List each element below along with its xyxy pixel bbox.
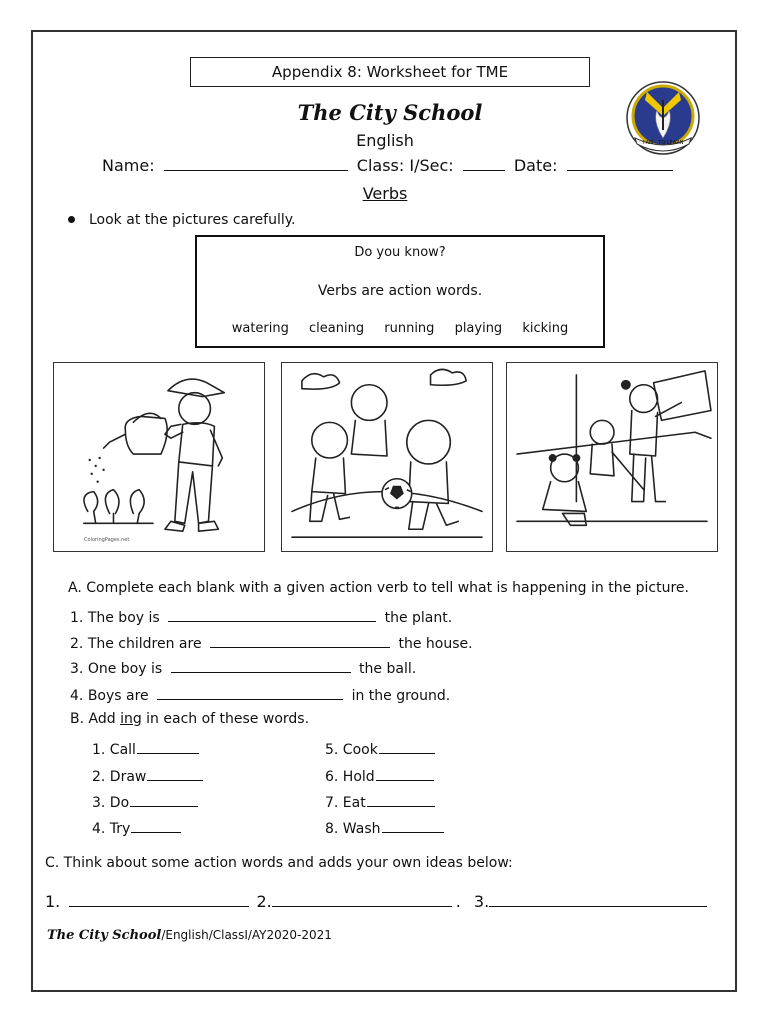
definition-are: are bbox=[361, 283, 384, 299]
question-text-after: in the ground. bbox=[351, 688, 451, 704]
idea-blank[interactable] bbox=[489, 892, 707, 907]
word-blank[interactable] bbox=[137, 739, 199, 754]
question-text-before: The children are bbox=[87, 636, 202, 652]
children-cleaning-house-illustration bbox=[507, 363, 717, 551]
picture-boy-watering bbox=[53, 362, 265, 552]
picture-children-playing bbox=[281, 362, 493, 552]
do-you-know-box bbox=[195, 235, 605, 348]
name-label: Name: bbox=[102, 156, 155, 175]
word-blank[interactable] bbox=[131, 818, 181, 833]
instruction bbox=[68, 212, 296, 228]
example-verb: cleaning bbox=[309, 321, 365, 336]
idea-number: 3. bbox=[473, 892, 490, 911]
footer-path: /English/ClassI/AY2020-2021 bbox=[161, 928, 332, 942]
word-blank[interactable] bbox=[130, 792, 198, 807]
word-label: 4. Try bbox=[92, 821, 131, 837]
footer-school: The City School bbox=[47, 928, 162, 943]
question-text-after: the house. bbox=[398, 636, 473, 652]
word-label: 8. Wash bbox=[325, 821, 381, 837]
word-item bbox=[325, 792, 439, 811]
class-label: Class: I/Sec: bbox=[356, 156, 454, 175]
word-label: 1. Call bbox=[92, 742, 136, 758]
school-crest-icon bbox=[623, 80, 703, 160]
section-c-title: C. Think about some action words and adds your own ideas below: bbox=[45, 855, 513, 871]
picture-children-cleaning bbox=[506, 362, 718, 552]
word-item bbox=[92, 766, 207, 785]
idea-number: 1. bbox=[45, 892, 61, 911]
verb-definition bbox=[197, 283, 603, 299]
section-a-title: A. Complete each blank with a given action verb to tell what is happening in the picture. bbox=[68, 580, 689, 596]
question-number: 3. bbox=[70, 661, 84, 677]
section-b-title-before: B. Add bbox=[70, 711, 116, 727]
example-verb: running bbox=[384, 321, 435, 336]
question-a3 bbox=[70, 658, 416, 677]
section-field[interactable] bbox=[463, 156, 505, 171]
name-field[interactable] bbox=[164, 156, 348, 171]
subject-title: English bbox=[356, 131, 414, 150]
idea-blank[interactable] bbox=[272, 892, 452, 907]
word-label: 3. Do bbox=[92, 795, 130, 811]
date-label: Date: bbox=[513, 156, 558, 175]
question-text-after: the ball. bbox=[359, 661, 417, 677]
appendix-title-box bbox=[190, 57, 590, 87]
question-text-before: One boy is bbox=[87, 661, 163, 677]
word-item bbox=[92, 739, 203, 758]
question-number: 4. bbox=[70, 688, 84, 704]
word-item bbox=[325, 818, 448, 837]
answer-blank[interactable] bbox=[157, 685, 343, 700]
word-item bbox=[92, 792, 202, 811]
school-logo bbox=[623, 80, 703, 160]
example-verbs bbox=[197, 321, 603, 336]
picture-caption: ColoringPages.net bbox=[84, 537, 130, 543]
idea-blank[interactable] bbox=[69, 892, 249, 907]
word-label: 6. Hold bbox=[325, 769, 375, 785]
appendix-title: Appendix 8: Worksheet for TME bbox=[271, 63, 509, 81]
boy-watering-plant-illustration bbox=[54, 363, 264, 551]
date-field[interactable] bbox=[567, 156, 673, 171]
word-blank[interactable] bbox=[382, 818, 444, 833]
word-blank[interactable] bbox=[147, 766, 203, 781]
logo-motto: I AM - TO LEARN bbox=[642, 140, 684, 146]
section-b-title bbox=[70, 711, 309, 727]
question-a4 bbox=[70, 685, 450, 704]
student-info-line bbox=[102, 156, 677, 175]
idea-period: . bbox=[455, 892, 461, 911]
question-a1 bbox=[70, 607, 452, 626]
example-verb: watering bbox=[231, 321, 289, 336]
word-item bbox=[92, 818, 185, 837]
answer-blank[interactable] bbox=[168, 607, 376, 622]
word-label: 2. Draw bbox=[92, 769, 147, 785]
footer bbox=[47, 928, 332, 943]
word-label: 5. Cook bbox=[325, 742, 378, 758]
ideas-line bbox=[45, 892, 711, 911]
definition-verb: Verbs bbox=[317, 283, 357, 299]
topic-title: Verbs bbox=[362, 184, 408, 203]
word-item bbox=[325, 739, 439, 758]
question-number: 1. bbox=[70, 610, 84, 626]
instruction-text: Look at the pictures carefully. bbox=[89, 212, 296, 228]
question-text-before: Boys are bbox=[87, 688, 149, 704]
answer-blank[interactable] bbox=[171, 658, 351, 673]
example-verb: kicking bbox=[522, 321, 569, 336]
bullet-icon bbox=[68, 216, 75, 223]
children-playing-football-illustration bbox=[282, 363, 492, 551]
question-text-before: The boy is bbox=[87, 610, 160, 626]
question-text-after: the plant. bbox=[384, 610, 453, 626]
definition-action-words: action words. bbox=[388, 283, 483, 299]
school-name: The City School bbox=[297, 100, 483, 125]
do-you-know-question: Do you know? bbox=[354, 245, 446, 260]
question-number: 2. bbox=[70, 636, 84, 652]
example-verb: playing bbox=[454, 321, 503, 336]
answer-blank[interactable] bbox=[210, 633, 390, 648]
section-b-title-ing: ing bbox=[120, 711, 142, 727]
idea-number: 2. bbox=[256, 892, 272, 911]
section-b-title-after: in each of these words. bbox=[146, 711, 310, 727]
word-blank[interactable] bbox=[376, 766, 434, 781]
word-blank[interactable] bbox=[379, 739, 435, 754]
word-blank[interactable] bbox=[367, 792, 435, 807]
question-a2 bbox=[70, 633, 473, 652]
word-label: 7. Eat bbox=[325, 795, 366, 811]
word-item bbox=[325, 766, 438, 785]
